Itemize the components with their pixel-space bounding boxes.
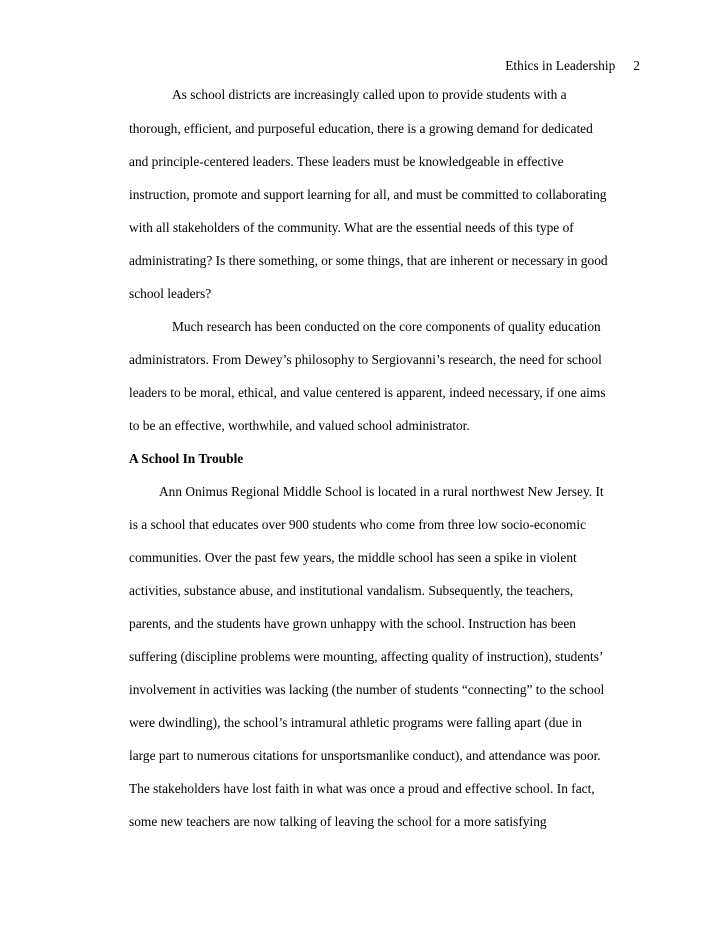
paragraph-line: large part to numerous citations for unsportsmanlike conduct), and attendance was poor. xyxy=(129,748,601,763)
paragraph-line: to be an effective, worthwhile, and valued school administrator. xyxy=(129,418,470,433)
paragraph-line: instruction, promote and support learning for all, and must be committed to collaborating xyxy=(129,187,607,202)
paragraph-line: and principle-centered leaders. These leaders must be knowledgeable in effective xyxy=(129,154,564,169)
paragraph-line: with all stakeholders of the community. What are the essential needs of this type of xyxy=(129,220,574,235)
paragraph-line: communities. Over the past few years, the middle school has seen a spike in violent xyxy=(129,550,577,565)
page-number: 2 xyxy=(633,58,640,73)
paragraph-line: suffering (discipline problems were mounting, affecting quality of instruction), students’ xyxy=(129,649,604,664)
paragraph-line: parents, and the students have grown unhappy with the school. Instruction has been xyxy=(129,616,576,631)
paragraph-line: were dwindling), the school’s intramural athletic programs were falling apart (due in xyxy=(129,715,582,730)
paragraph-line: Ann Onimus Regional Middle School is located in a rural northwest New Jersey. It xyxy=(159,484,604,499)
paragraph-line: The stakeholders have lost faith in what was once a proud and effective school. In fact, xyxy=(129,781,595,796)
paragraph-line: school leaders? xyxy=(129,286,212,301)
paragraph-line: thorough, efficient, and purposeful education, there is a growing demand for dedicated xyxy=(129,121,593,136)
paragraph-line: administrating? Is there something, or some things, that are inherent or necessary in good xyxy=(129,253,608,268)
running-header xyxy=(505,58,640,74)
running-head-title: Ethics in Leadership xyxy=(505,58,616,73)
paragraph-line: As school districts are increasingly called upon to provide students with a xyxy=(172,87,567,102)
paragraph-line: is a school that educates over 900 students who come from three low socio-economic xyxy=(129,517,587,532)
paragraph-line: Much research has been conducted on the core components of quality education xyxy=(172,319,601,334)
paragraph-line: administrators. From Dewey’s philosophy to Sergiovanni’s research, the need for school xyxy=(129,352,602,367)
section-heading: A School In Trouble xyxy=(129,451,244,466)
paragraph-line: some new teachers are now talking of leaving the school for a more satisfying xyxy=(129,814,547,829)
paragraph-line: activities, substance abuse, and institutional vandalism. Subsequently, the teachers, xyxy=(129,583,574,598)
paragraph-line: leaders to be moral, ethical, and value centered is apparent, indeed necessary, if one aims xyxy=(129,385,606,400)
paragraph-line: involvement in activities was lacking (the number of students “connecting” to the school xyxy=(129,682,605,697)
